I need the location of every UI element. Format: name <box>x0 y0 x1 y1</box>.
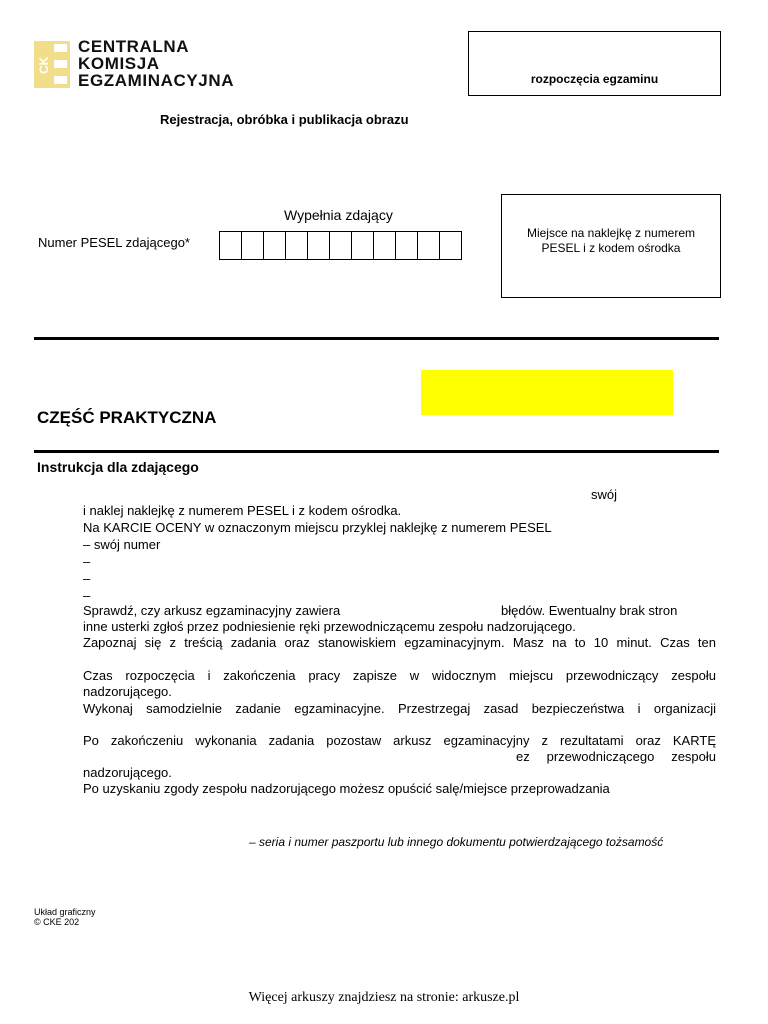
logo-line-3: EGZAMINACYJNA <box>78 71 235 90</box>
logo-ck-letters: CK <box>37 56 51 74</box>
sticker-box <box>501 194 721 298</box>
logo-line-1: CENTRALNA <box>78 37 190 56</box>
cke-logo-mark <box>34 41 70 88</box>
section-title: CZĘŚĆ PRAKTYCZNA <box>37 408 217 427</box>
pesel-digit-box[interactable] <box>395 231 418 260</box>
pesel-label: Numer PESEL zdającego* <box>38 235 190 250</box>
filled-by-label: Wypełnia zdający <box>284 207 393 223</box>
instruction-line: inne usterki zgłoś przez podniesienie ręki przewodniczącemu zespołu nadzorującego. <box>83 619 576 634</box>
instruction-line: nadzorującego. <box>83 684 172 699</box>
instruction-line: swój <box>591 487 618 502</box>
logo-line-2: KOMISJA <box>78 54 160 73</box>
instruction-line: – <box>83 588 91 603</box>
instruction-line: i naklej naklejkę z numerem PESEL i z kodem ośrodka. <box>83 503 402 518</box>
instruction-line: Po zakończeniu wykonania zadania pozostaw arkusz egzaminacyjny z rezultatami oraz KARTĘ <box>83 733 716 748</box>
divider-top <box>34 337 719 340</box>
instruction-line: Na KARCIE OCENY w oznaczonym miejscu przyklej naklejkę z numerem PESEL <box>83 520 552 535</box>
layout-note <box>34 907 96 927</box>
exam-start-box <box>468 31 721 96</box>
pesel-digit-box[interactable] <box>373 231 396 260</box>
instruction-line: Sprawdź, czy arkusz egzaminacyjny zawiera <box>83 603 341 618</box>
instruction-line: ez przewodniczącego zespołu <box>516 749 716 764</box>
footer-link-text[interactable]: Więcej arkuszy znajdziesz na stronie: arkusze.pl <box>248 990 520 1005</box>
instructions-title: Instrukcja dla zdającego <box>37 459 199 475</box>
pesel-digit-boxes[interactable] <box>220 231 462 260</box>
instruction-line: błędów. Ewentualny brak stron <box>501 603 678 618</box>
instruction-line: Czas rozpoczęcia i zakończenia pracy zapisze w widocznym miejscu przewodniczący zespołu <box>83 668 716 683</box>
instruction-line: – <box>83 571 91 586</box>
layout-note-line: © CKE 202 <box>34 917 80 927</box>
instruction-line: – swój numer <box>83 537 161 552</box>
layout-note-line: Układ graficzny <box>34 907 96 917</box>
pesel-digit-box[interactable] <box>263 231 286 260</box>
exam-start-label: rozpoczęcia egzaminu <box>530 72 659 86</box>
instruction-line: Wykonaj samodzielnie zadanie egzaminacyjne. Przestrzegaj zasad bezpieczeństwa i organizacji <box>83 701 716 716</box>
highlight-block <box>421 370 673 415</box>
pesel-digit-box[interactable] <box>417 231 440 260</box>
exam-subtitle: Rejestracja, obróbka i publikacja obrazu <box>160 112 409 127</box>
instruction-line: nadzorującego. <box>83 765 172 780</box>
divider-middle <box>34 450 719 453</box>
pesel-digit-box[interactable] <box>241 231 264 260</box>
pesel-digit-box[interactable] <box>307 231 330 260</box>
pesel-digit-box[interactable] <box>439 231 462 260</box>
instruction-line: Zapoznaj się z treścią zadania oraz stanowiskiem egzaminacyjnym. Masz na to 10 minut. Czas ten <box>83 635 716 650</box>
pesel-digit-box[interactable] <box>219 231 242 260</box>
logo-text <box>78 38 234 89</box>
sticker-box-label: Miejsce na naklejkę z numerem PESEL i z kodem ośrodka <box>526 226 696 255</box>
instruction-line: – <box>83 554 91 569</box>
pesel-digit-box[interactable] <box>329 231 352 260</box>
pesel-digit-box[interactable] <box>285 231 308 260</box>
pesel-digit-box[interactable] <box>351 231 374 260</box>
passport-note: – seria i numer paszportu lub innego dokumentu potwierdzającego tożsamość <box>249 835 664 849</box>
instruction-line: Po uzyskaniu zgody zespołu nadzorującego możesz opuścić salę/miejsce przeprowadzania <box>83 781 610 796</box>
